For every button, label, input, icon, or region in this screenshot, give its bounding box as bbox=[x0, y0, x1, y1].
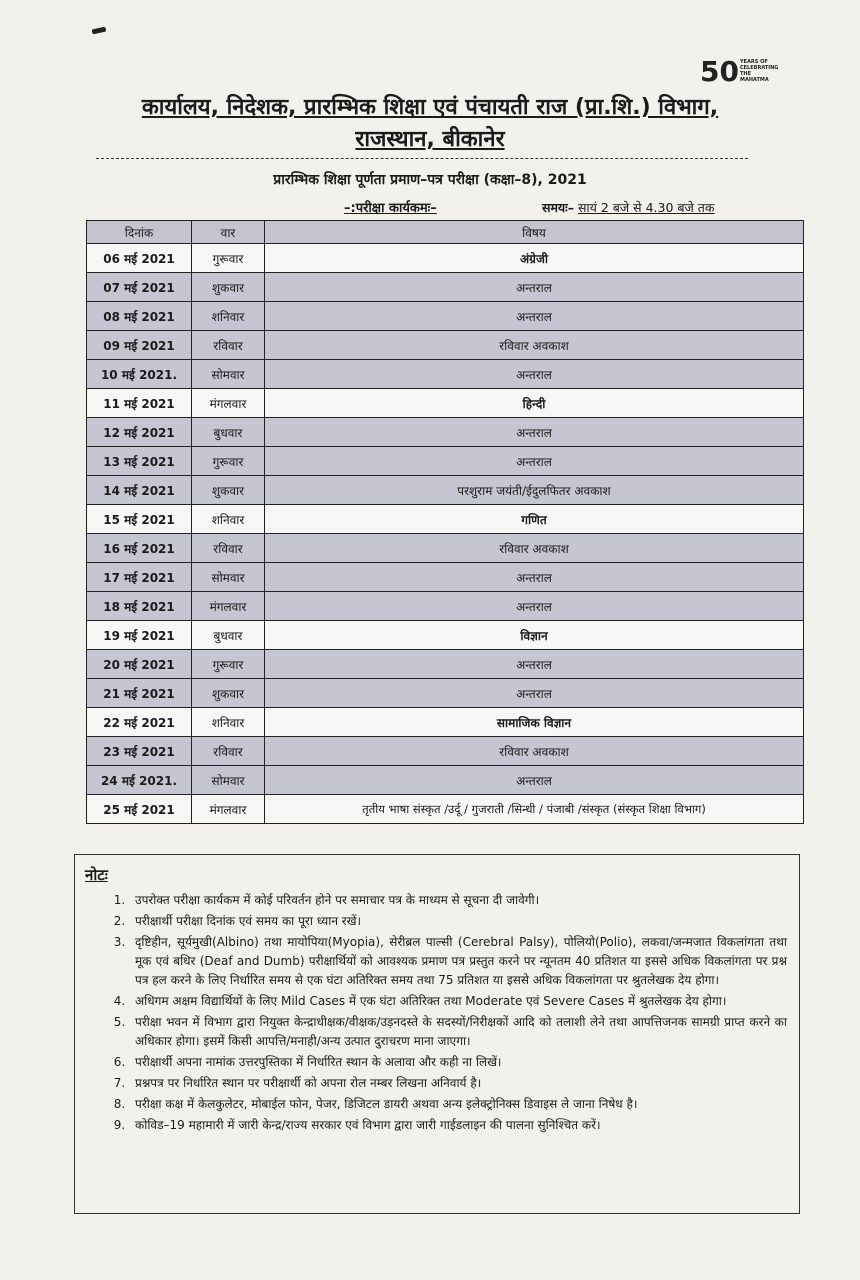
row-subject: परशुराम जयंती/ईदुलफितर अवकाश bbox=[265, 476, 804, 505]
row-subject: अन्तराल bbox=[265, 650, 804, 679]
office-heading-line1: कार्यालय, निदेशक, प्रारम्भिक शिक्षा एवं पंचायती राज (प्रा.शि.) विभाग, bbox=[141, 95, 719, 120]
row-date: 11 मई 2021 bbox=[87, 389, 192, 418]
row-subject: अन्तराल bbox=[265, 302, 804, 331]
table-row bbox=[87, 534, 804, 563]
row-date: 12 मई 2021 bbox=[87, 418, 192, 447]
logo-number: 50 bbox=[700, 54, 739, 88]
row-date: 21 मई 2021 bbox=[87, 679, 192, 708]
row-day: बुधवार bbox=[192, 621, 265, 650]
ink-mark bbox=[92, 27, 107, 35]
row-day: सोमवार bbox=[192, 563, 265, 592]
row-subject: अन्तराल bbox=[265, 766, 804, 795]
table-row bbox=[87, 389, 804, 418]
table-row bbox=[87, 737, 804, 766]
note-item: 2. परीक्षार्थी परीक्षा दिनांक एवं समय का पूरा ध्यान रखें। bbox=[129, 912, 787, 931]
notes-list bbox=[85, 891, 787, 1135]
note-item: 5. परीक्षा भवन में विभाग द्वारा नियुक्त केन्द्राधीक्षक/वीक्षक/उड़नदस्ते के सदस्यों/निरीक्षकों आदि को तलाशी लेने तथा आपत्तिजनक सामग्री प्राप्त करने का अधिकार होगा। इसमें किसी आपत्ति/मनाही/अन्य उत्पात दुराचरण माना जाएगा। bbox=[129, 1013, 787, 1051]
row-subject: अन्तराल bbox=[265, 360, 804, 389]
row-subject: अन्तराल bbox=[265, 418, 804, 447]
row-subject: सामाजिक विज्ञान bbox=[265, 708, 804, 737]
row-date: 14 मई 2021 bbox=[87, 476, 192, 505]
table-header-row bbox=[87, 221, 804, 244]
row-day: गुरूवार bbox=[192, 650, 265, 679]
table-row bbox=[87, 563, 804, 592]
row-subject: अन्तराल bbox=[265, 447, 804, 476]
row-date: 07 मई 2021 bbox=[87, 273, 192, 302]
row-subject: अन्तराल bbox=[265, 592, 804, 621]
row-day: शनिवार bbox=[192, 708, 265, 737]
table-row bbox=[87, 650, 804, 679]
row-date: 17 मई 2021 bbox=[87, 563, 192, 592]
office-heading bbox=[60, 92, 800, 156]
schedule-heading: –:परीक्षा कार्यकमः– bbox=[344, 201, 437, 216]
row-day: शनिवार bbox=[192, 302, 265, 331]
row-date: 09 मई 2021 bbox=[87, 331, 192, 360]
table-row bbox=[87, 592, 804, 621]
row-subject: अन्तराल bbox=[265, 563, 804, 592]
row-subject: रविवार अवकाश bbox=[265, 737, 804, 766]
row-subject: गणित bbox=[265, 505, 804, 534]
note-item: 9. कोविड–19 महामारी में जारी केन्द्र/राज्य सरकार एवं विभाग द्वारा जारी गाईडलाइन की पालना सुनिश्चित करें। bbox=[129, 1116, 787, 1135]
divider bbox=[96, 158, 748, 159]
row-day: बुधवार bbox=[192, 418, 265, 447]
row-date: 20 मई 2021 bbox=[87, 650, 192, 679]
time-label: समयः– bbox=[542, 200, 574, 215]
notes-title: नोटः bbox=[85, 866, 108, 884]
row-subject: तृतीय भाषा संस्कृत /उर्दू / गुजराती /सिन्धी / पंजाबी /संस्कृत (संस्कृत शिक्षा विभाग) bbox=[265, 795, 804, 824]
row-date: 25 मई 2021 bbox=[87, 795, 192, 824]
office-heading-line2: राजस्थान, बीकानेर bbox=[355, 127, 505, 152]
row-subject: हिन्दी bbox=[265, 389, 804, 418]
exam-title: प्रारम्भिक शिक्षा पूर्णता प्रमाण–पत्र परीक्षा (कक्षा–8), 2021 bbox=[273, 172, 587, 188]
note-item: 7. प्रश्नपत्र पर निर्धारित स्थान पर परीक्षार्थी को अपना रोल नम्बर लिखना अनिवार्य है। bbox=[129, 1074, 787, 1093]
row-day: शुकवार bbox=[192, 679, 265, 708]
row-date: 15 मई 2021 bbox=[87, 505, 192, 534]
row-subject: विज्ञान bbox=[265, 621, 804, 650]
table-row bbox=[87, 244, 804, 273]
note-item: 1. उपरोक्त परीक्षा कार्यकम में कोई परिवर्तन होने पर समाचार पत्र के माध्यम से सूचना दी जावेगी। bbox=[129, 891, 787, 910]
row-subject: रविवार अवकाश bbox=[265, 534, 804, 563]
row-day: मंगलवार bbox=[192, 389, 265, 418]
table-row bbox=[87, 621, 804, 650]
note-item: 6. परीक्षार्थी अपना नामांक उत्तरपुस्तिका में निर्धारित स्थान के अलावा और कही ना लिखें। bbox=[129, 1053, 787, 1072]
row-subject: अंग्रेजी bbox=[265, 244, 804, 273]
logo-caption: YEARS OF CELEBRATING THE MAHATMA bbox=[739, 59, 779, 83]
row-date: 18 मई 2021 bbox=[87, 592, 192, 621]
notes-box bbox=[74, 854, 800, 1214]
row-subject: अन्तराल bbox=[265, 679, 804, 708]
note-item: 4. अधिगम अक्षम विद्यार्थियों के लिए Mild Cases में एक घंटा अतिरिक्त तथा Moderate एवं Severe Cases में श्रुतलेखक देय होगा। bbox=[129, 992, 787, 1011]
exam-schedule-table bbox=[86, 220, 804, 824]
note-item: 8. परीक्षा कक्ष में केलकुलेटर, मोबाईल फोन, पेजर, डिजिटल डायरी अथवा अन्य इलेक्ट्रोनिक्स डिवाइस ले जाना निषेध है। bbox=[129, 1095, 787, 1114]
header-day: वार bbox=[192, 221, 265, 244]
table-row bbox=[87, 418, 804, 447]
gandhi-150-logo bbox=[700, 54, 779, 88]
table-row bbox=[87, 679, 804, 708]
row-day: रविवार bbox=[192, 331, 265, 360]
row-date: 10 मई 2021. bbox=[87, 360, 192, 389]
row-day: गुरूवार bbox=[192, 447, 265, 476]
row-day: गुरूवार bbox=[192, 244, 265, 273]
row-date: 23 मई 2021 bbox=[87, 737, 192, 766]
row-date: 19 मई 2021 bbox=[87, 621, 192, 650]
table-row bbox=[87, 505, 804, 534]
table-row bbox=[87, 795, 804, 824]
table-row bbox=[87, 766, 804, 795]
row-day: रविवार bbox=[192, 534, 265, 563]
time-value: सायं 2 बजे से 4.30 बजे तक bbox=[577, 200, 715, 215]
table-row bbox=[87, 708, 804, 737]
row-day: शनिवार bbox=[192, 505, 265, 534]
table-row bbox=[87, 360, 804, 389]
table-row bbox=[87, 476, 804, 505]
row-subject: रविवार अवकाश bbox=[265, 331, 804, 360]
row-day: मंगलवार bbox=[192, 592, 265, 621]
row-date: 06 मई 2021 bbox=[87, 244, 192, 273]
row-subject: अन्तराल bbox=[265, 273, 804, 302]
row-date: 13 मई 2021 bbox=[87, 447, 192, 476]
table-row bbox=[87, 447, 804, 476]
table-row bbox=[87, 331, 804, 360]
row-day: शुकवार bbox=[192, 476, 265, 505]
row-day: रविवार bbox=[192, 737, 265, 766]
note-item: 3. दृष्टिहीन, सूर्यमुखी(Albino) तथा मायोपिया(Myopia), सेरीब्रल पाल्सी (Cerebral Palsy), पोलियो(Polio), लकवा/जन्मजात विकलांगता तथा मूक एवं बधिर (Deaf and Dumb) परीक्षार्थियों को आवश्यक प्रमाण पत्र प्रस्तुत करने पर न्यूनतम 40 प्रतिशत या इससे अधिक विकलांगता पर प्रश्न पत्र हल करने के लिए निर्धारित समय से एक घंटा अतिरिक्त समय तथा 75 प्रतिशत या इससे अधिक विकलांगता पर श्रुतलेखक देय होगा। bbox=[129, 933, 787, 990]
row-date: 08 मई 2021 bbox=[87, 302, 192, 331]
header-date: दिनांक bbox=[87, 221, 192, 244]
row-day: शुकवार bbox=[192, 273, 265, 302]
table-row bbox=[87, 273, 804, 302]
row-date: 22 मई 2021 bbox=[87, 708, 192, 737]
table-row bbox=[87, 302, 804, 331]
row-date: 16 मई 2021 bbox=[87, 534, 192, 563]
row-day: सोमवार bbox=[192, 360, 265, 389]
row-day: सोमवार bbox=[192, 766, 265, 795]
exam-timing bbox=[542, 199, 715, 216]
row-date: 24 मई 2021. bbox=[87, 766, 192, 795]
row-day: मंगलवार bbox=[192, 795, 265, 824]
header-subject: विषय bbox=[265, 221, 804, 244]
